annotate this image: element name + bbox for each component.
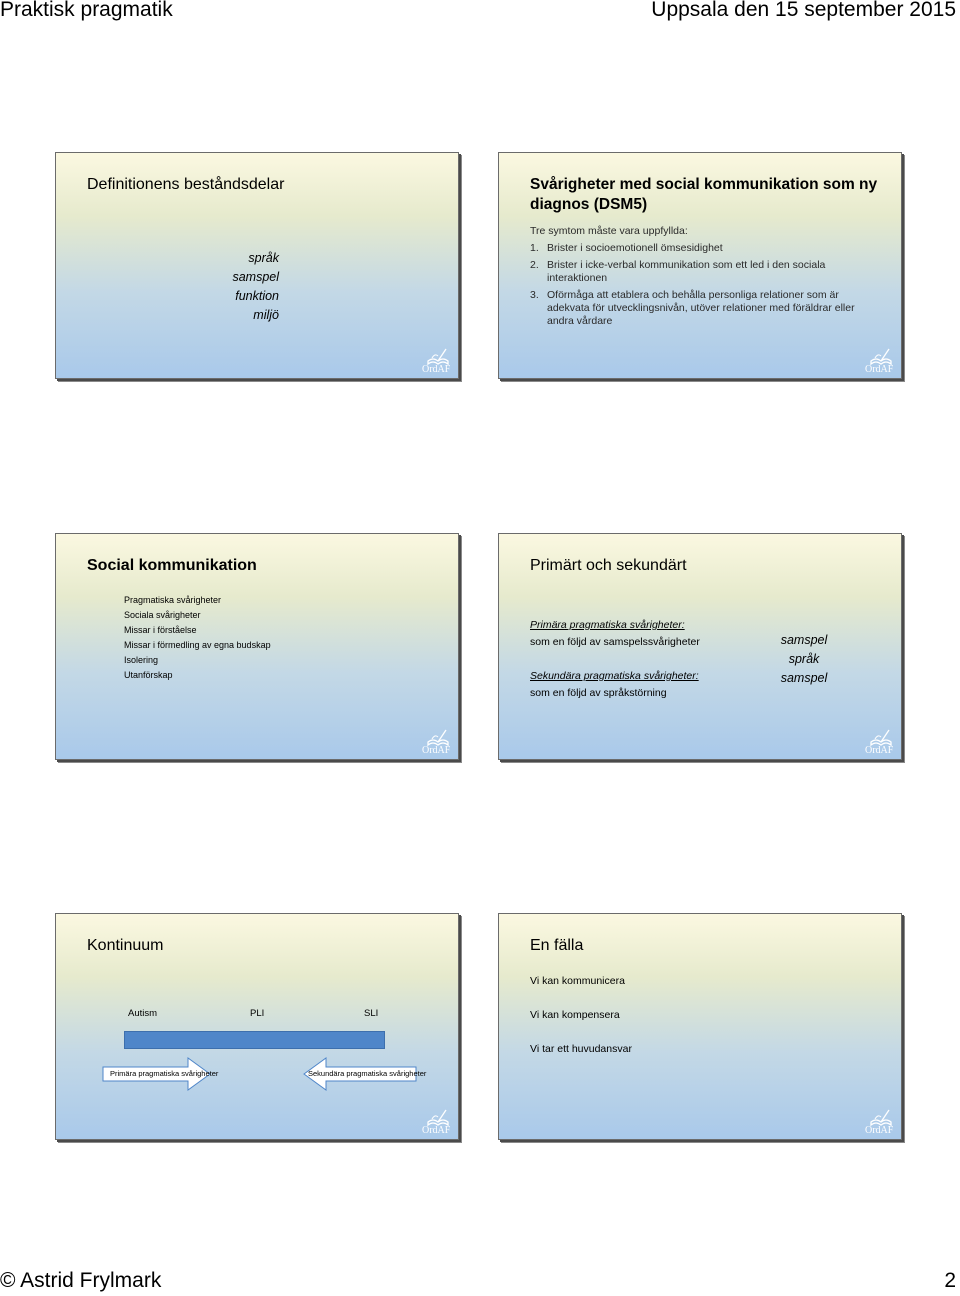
page-header-title: Praktisk pragmatik <box>0 0 173 21</box>
word: samspel <box>780 633 828 647</box>
list-item: Missar i förmedling av egna budskap <box>124 640 271 650</box>
book-pen-icon <box>869 728 893 746</box>
symptom-list <box>530 242 875 332</box>
scale-label: SLI <box>364 1008 379 1019</box>
word: språk <box>248 251 279 265</box>
list-item: Pragmatiska svårigheter <box>124 595 222 605</box>
slide-title: Kontinuum <box>87 937 164 954</box>
word: miljö <box>253 308 279 322</box>
slide-title: En fälla <box>530 937 584 954</box>
word: språk <box>788 652 820 666</box>
slide-title: Social kommunikation <box>87 557 257 574</box>
page-header-date: Uppsala den 15 september 2015 <box>651 0 956 21</box>
slide-title: Svårigheter med social kommunikation som ny diagnos (DSM5) <box>530 176 878 213</box>
word: samspel <box>232 270 279 284</box>
scale-label: Autism <box>128 1008 158 1019</box>
list-item: Sociala svårigheter <box>124 610 201 620</box>
slide-social-communication <box>55 533 459 760</box>
book-pen-icon <box>426 728 450 746</box>
ordaf-logo: OrdAF <box>422 728 452 756</box>
book-pen-icon <box>426 347 450 365</box>
list-item: Isolering <box>124 655 159 665</box>
arrow-left-label: Sekundära pragmatiska svårigheter <box>308 1069 427 1078</box>
ordaf-logo: OrdAF <box>422 347 452 375</box>
ordaf-logo: OrdAF <box>865 728 895 756</box>
list-item: 2. Brister i icke-verbal kommunikation som ett led i den sociala interaktionen <box>530 259 826 284</box>
word-list <box>232 249 279 325</box>
book-pen-icon <box>426 1108 450 1126</box>
slide-title: Definitionens beståndsdelar <box>87 176 285 193</box>
slide-definition <box>55 152 459 379</box>
line-text: Vi tar ett huvudansvar <box>530 1043 632 1055</box>
book-pen-icon <box>869 1108 893 1126</box>
arrow-right-label: Primära pragmatiska svårigheter <box>110 1069 219 1078</box>
slide-title: Primärt och sekundärt <box>530 557 687 574</box>
scale-label: PLI <box>250 1008 265 1019</box>
secondary-text: som en följd av språkstörning <box>530 687 667 699</box>
line-text: Vi kan kompensera <box>530 1009 620 1021</box>
book-pen-icon <box>869 347 893 365</box>
list-item: Missar i förståelse <box>124 625 197 635</box>
list-item: Utanförskap <box>124 670 173 680</box>
primary-text: som en följd av samspelssvårigheter <box>530 636 700 648</box>
ordaf-logo: OrdAF <box>865 347 895 375</box>
difficulty-list <box>124 593 271 683</box>
secondary-label: Sekundära pragmatiska svårigheter: <box>530 670 699 682</box>
continuum-bar <box>124 1031 385 1049</box>
word: samspel <box>780 671 828 685</box>
word-list <box>771 631 837 688</box>
line-text: Vi kan kommunicera <box>530 975 625 987</box>
list-item: 3. Oförmåga att etablera och behålla personliga relationer som är adekvata för utvecklingsnivån, utöver relationer med föräldrar eller andra vårdare <box>530 289 855 327</box>
slide-continuum <box>55 913 459 1140</box>
page-number: 2 <box>944 1269 956 1292</box>
primary-label: Primära pragmatiska svårigheter: <box>530 619 685 631</box>
slide-dsm5 <box>498 152 902 379</box>
page-footer-author: © Astrid Frylmark <box>0 1269 162 1292</box>
ordaf-logo: OrdAF <box>422 1108 452 1136</box>
word: funktion <box>235 289 279 303</box>
slide-trap <box>498 913 902 1140</box>
intro-text: Tre symtom måste vara uppfyllda: <box>530 225 688 237</box>
slide-primary-secondary <box>498 533 902 760</box>
ordaf-logo: OrdAF <box>865 1108 895 1136</box>
list-item: 1. Brister i socioemotionell ömsesidighet <box>530 242 723 254</box>
